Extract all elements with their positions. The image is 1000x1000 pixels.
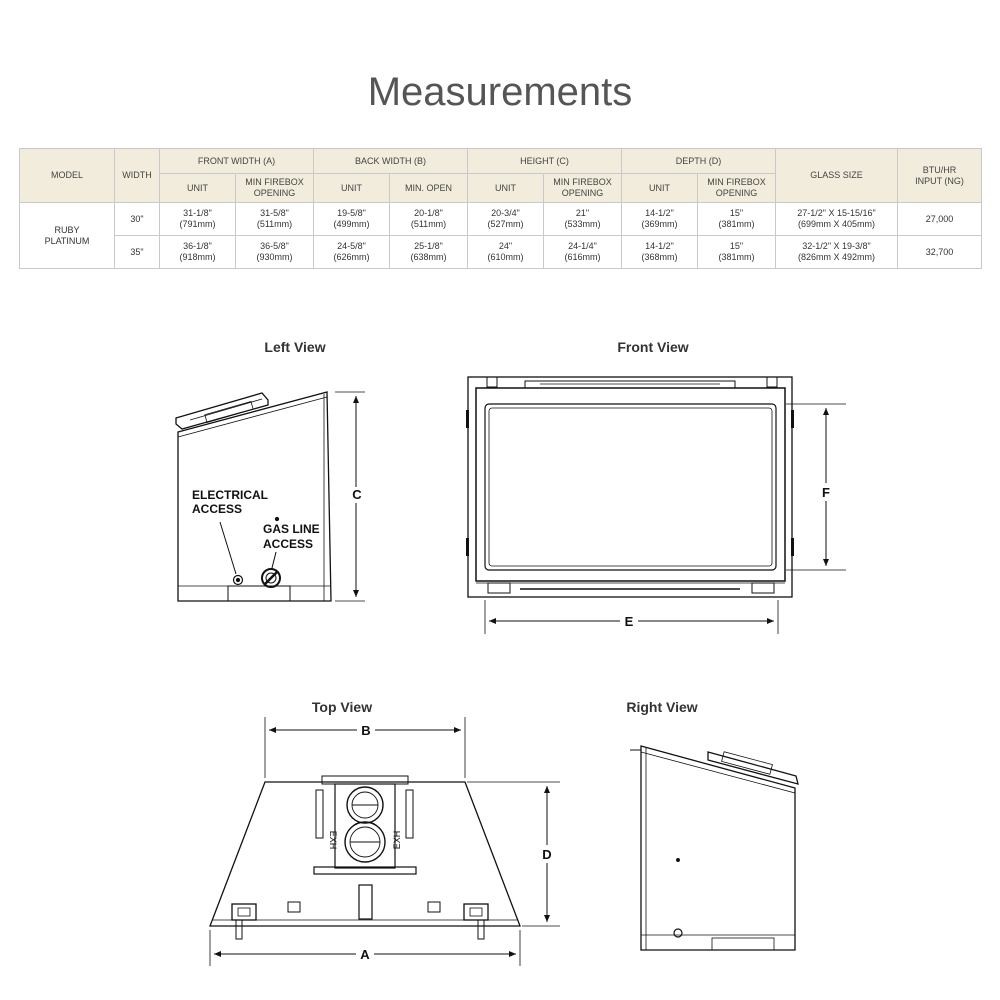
- value-line: 27-1/2" X 15-15/16": [797, 208, 876, 218]
- gas-line-access-label-line1: GAS LINE: [263, 522, 320, 536]
- value-line: 24-5/8": [337, 241, 366, 251]
- value-line: (930mm): [256, 252, 293, 262]
- value-line: 31-5/8": [260, 208, 289, 218]
- top-view-title: Top View: [311, 699, 373, 715]
- header-width: WIDTH: [115, 149, 160, 203]
- value-line: 24": [498, 241, 513, 251]
- right-view-drawing: [630, 746, 798, 950]
- value-line: 32-1/2" X 19-3/8": [802, 241, 871, 251]
- value-line: (527mm): [487, 219, 524, 229]
- value-line: 19-5/8": [337, 208, 366, 218]
- subheader-front-unit: UNIT: [160, 174, 236, 203]
- header-back-width: BACK WIDTH (B): [314, 149, 468, 174]
- dimension-c-label: C: [352, 487, 362, 502]
- dimension-e-label: E: [624, 614, 634, 629]
- header-height: HEIGHT (C): [468, 149, 622, 174]
- value-line: 36-5/8": [260, 241, 289, 251]
- value-line: (499mm): [333, 219, 370, 229]
- width-cell: 30": [115, 203, 160, 236]
- value-line: 24-1/4": [568, 241, 597, 251]
- subheader-front-min-line2: OPENING: [253, 188, 296, 198]
- dimension-d-label: D: [542, 847, 552, 862]
- value-line: (368mm): [641, 252, 678, 262]
- header-btu-line1: BTU/HR: [922, 164, 957, 175]
- subheader-back-min: MIN. OPEN: [390, 174, 468, 203]
- page-title: Measurements: [367, 70, 633, 114]
- value-line: (533mm): [564, 219, 601, 229]
- model-line1: RUBY: [54, 224, 80, 235]
- value-line: (791mm): [179, 219, 216, 229]
- left-view-title: Left View: [264, 339, 326, 355]
- value-line: (918mm): [179, 252, 216, 262]
- value-line: 15": [729, 241, 744, 251]
- value-line: (369mm): [641, 219, 678, 229]
- dimension-b-label: B: [361, 723, 371, 738]
- subheader-height-min-line2: OPENING: [561, 188, 604, 198]
- value-line: (699mm X 405mm): [798, 219, 876, 229]
- electrical-access-label-line2: ACCESS: [192, 502, 243, 516]
- dimension-f-label: F: [822, 485, 830, 500]
- value-line: (511mm): [410, 219, 447, 229]
- dimension-a-label: A: [360, 947, 370, 962]
- header-front-width: FRONT WIDTH (A): [160, 149, 314, 174]
- subheader-depth-unit: UNIT: [622, 174, 698, 203]
- value-line: (826mm X 492mm): [798, 252, 876, 262]
- value-line: 20-3/4": [491, 208, 520, 218]
- btu-cell: 27,000: [898, 203, 982, 236]
- value-line: 36-1/8": [183, 241, 212, 251]
- front-view-title: Front View: [617, 339, 689, 355]
- value-line: 25-1/8": [414, 241, 443, 251]
- value-line: (626mm): [333, 252, 370, 262]
- model-line2: PLATINUM: [44, 235, 90, 246]
- subheader-depth-min-line2: OPENING: [715, 188, 758, 198]
- subheader-height-min-line1: MIN FIREBOX: [553, 177, 612, 187]
- width-cell: 35": [115, 236, 160, 269]
- subheader-height-unit: UNIT: [468, 174, 544, 203]
- top-view-drawing: [210, 717, 560, 966]
- value-line: (381mm): [718, 219, 755, 229]
- value-line: 21": [575, 208, 590, 218]
- header-btu-line2: INPUT (NG): [915, 175, 964, 186]
- subheader-back-unit: UNIT: [314, 174, 390, 203]
- header-model: MODEL: [20, 149, 115, 203]
- value-line: (511mm): [256, 219, 293, 229]
- gas-line-access-label-line2: ACCESS: [263, 537, 314, 551]
- value-line: (381mm): [718, 252, 755, 262]
- front-view-drawing: [466, 377, 846, 634]
- value-line: 31-1/8": [183, 208, 212, 218]
- right-view-title: Right View: [626, 699, 698, 715]
- exhaust-label-left: EXH: [328, 830, 338, 850]
- subheader-depth-min-line1: MIN FIREBOX: [707, 177, 766, 187]
- value-line: (610mm): [487, 252, 524, 262]
- value-line: 14-1/2": [645, 241, 674, 251]
- exhaust-label-right: EXH: [392, 830, 402, 850]
- subheader-front-min-line1: MIN FIREBOX: [245, 177, 304, 187]
- value-line: (638mm): [410, 252, 447, 262]
- header-glass-size: GLASS SIZE: [776, 149, 898, 203]
- value-line: 20-1/8": [414, 208, 443, 218]
- electrical-access-label-line1: ELECTRICAL: [192, 488, 268, 502]
- header-depth: DEPTH (D): [622, 149, 776, 174]
- value-line: (616mm): [564, 252, 601, 262]
- value-line: 14-1/2": [645, 208, 674, 218]
- btu-cell: 32,700: [898, 236, 982, 269]
- value-line: 15": [729, 208, 744, 218]
